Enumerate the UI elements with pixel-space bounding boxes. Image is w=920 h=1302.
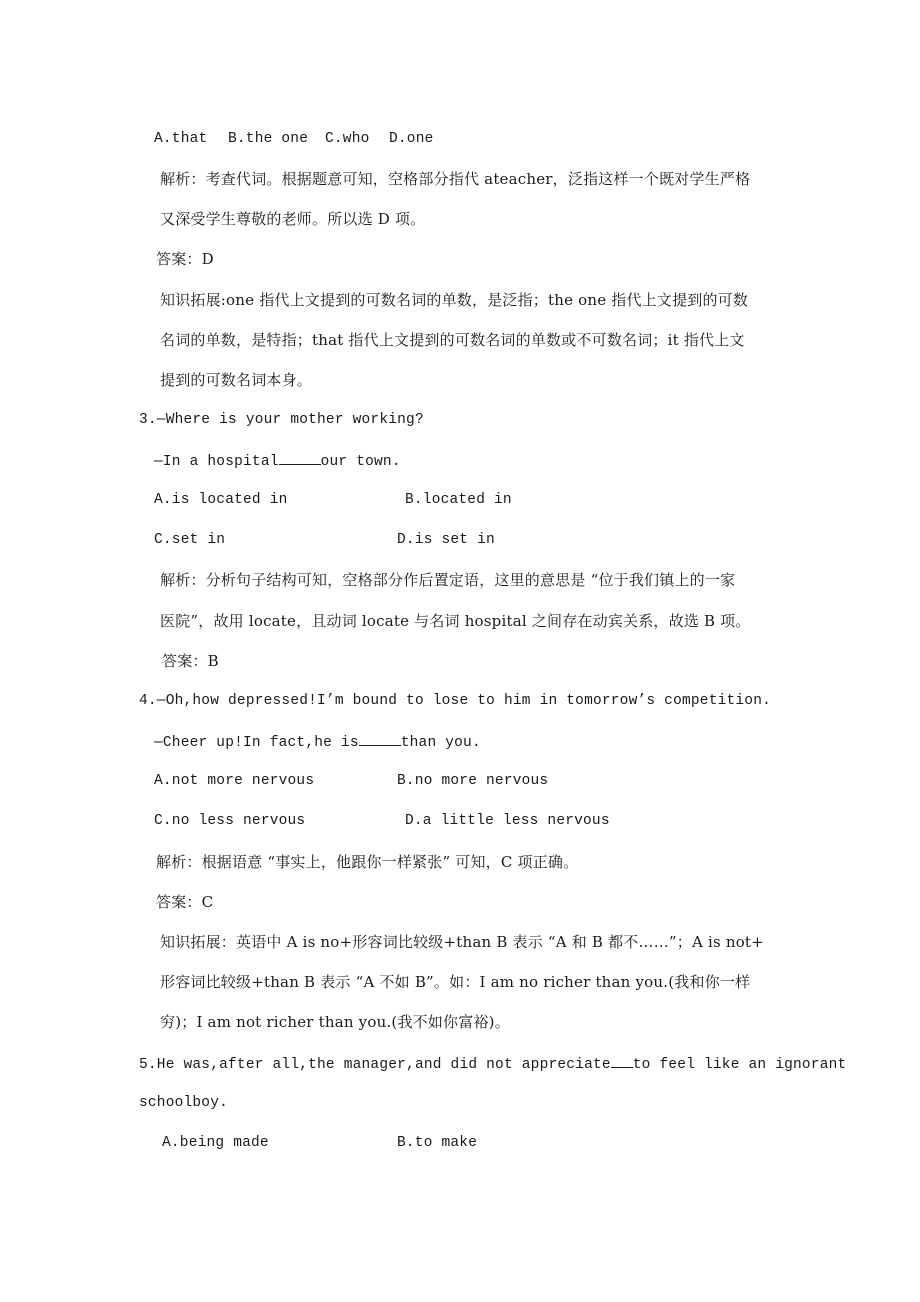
q4-blank	[359, 731, 401, 746]
q3-analysis-line-1: 解析：分析句子结构可知，空格部分作后置定语，这里的意思是 “位于我们镇上的一家	[160, 571, 736, 589]
q5-question-before: 5.He was,after all,the manager,and did not appreciate	[139, 1057, 611, 1073]
q4-reply-after: than you.	[400, 735, 481, 751]
q3-option-d: D.is set in	[397, 532, 495, 548]
q3-option-a: A.is located in	[154, 492, 288, 508]
q5-option-b: B.to make	[397, 1135, 478, 1151]
q4-extension-line-2: 形容词比较级+than B 表示 “A 不如 B”。如：I am no richer than you.(我和你一样	[160, 973, 751, 991]
q4-reply-before: —Cheer up!In fact,he is	[154, 735, 359, 751]
q3-reply-after: our town.	[320, 454, 401, 470]
q2-extension-line-3: 提到的可数名词本身。	[160, 371, 313, 389]
q4-option-a: A.not more nervous	[154, 773, 315, 789]
q3-blank	[279, 450, 321, 465]
q4-reply	[154, 731, 481, 753]
q5-question-line-2: schoolboy.	[139, 1095, 229, 1111]
q2-analysis-line-1: 解析：考查代词。根据题意可知，空格部分指代 ateacher，泛指这样一个既对学生严格	[160, 170, 751, 188]
q2-extension-line-2: 名词的单数，是特指；that 指代上文提到的可数名词的单数或不可数名词；it 指代上文	[160, 331, 745, 349]
q2-option-b: B.the one	[228, 131, 309, 147]
q5-question-line-1	[139, 1053, 846, 1075]
q3-reply	[154, 450, 401, 472]
q2-answer: 答案：D	[156, 250, 214, 268]
q4-answer: 答案：C	[156, 893, 214, 911]
q5-blank	[611, 1053, 633, 1068]
q4-option-d: D.a little less nervous	[405, 813, 610, 829]
q4-option-b: B.no more nervous	[397, 773, 549, 789]
q4-extension-line-1: 知识拓展：英语中 A is no+形容词比较级+than B 表示 “A 和 B 都不……”；A is not+	[160, 933, 764, 951]
q3-option-c: C.set in	[154, 532, 226, 548]
q5-option-a: A.being made	[162, 1135, 269, 1151]
q3-option-b: B.located in	[405, 492, 512, 508]
q4-analysis: 解析：根据语意 “事实上，他跟你一样紧张” 可知，C 项正确。	[156, 853, 579, 871]
q3-answer: 答案：B	[162, 652, 219, 670]
q3-analysis-line-2: 医院”，故用 locate，且动词 locate 与名词 hospital 之间存在动宾关系，故选 B 项。	[160, 612, 751, 630]
q4-extension-line-3: 穷)；I am not richer than you.(我不如你富裕)。	[160, 1013, 510, 1031]
q2-analysis-line-2: 又深受学生尊敬的老师。所以选 D 项。	[160, 210, 426, 228]
q2-option-a: A.that	[154, 131, 208, 147]
q2-option-d: D.one	[389, 131, 434, 147]
q4-option-c: C.no less nervous	[154, 813, 306, 829]
q2-extension-line-1: 知识拓展:one 指代上文提到的可数名词的单数，是泛指；the one 指代上文提到的可数	[160, 291, 749, 309]
q3-reply-before: —In a hospital	[154, 454, 279, 470]
q2-option-c: C.who	[325, 131, 370, 147]
q3-question: 3.—Where is your mother working?	[139, 412, 424, 428]
q5-question-after: to feel like an ignorant	[632, 1057, 847, 1073]
q4-question: 4.—Oh,how depressed!I’m bound to lose to him in tomorrow’s competition.	[139, 693, 772, 709]
